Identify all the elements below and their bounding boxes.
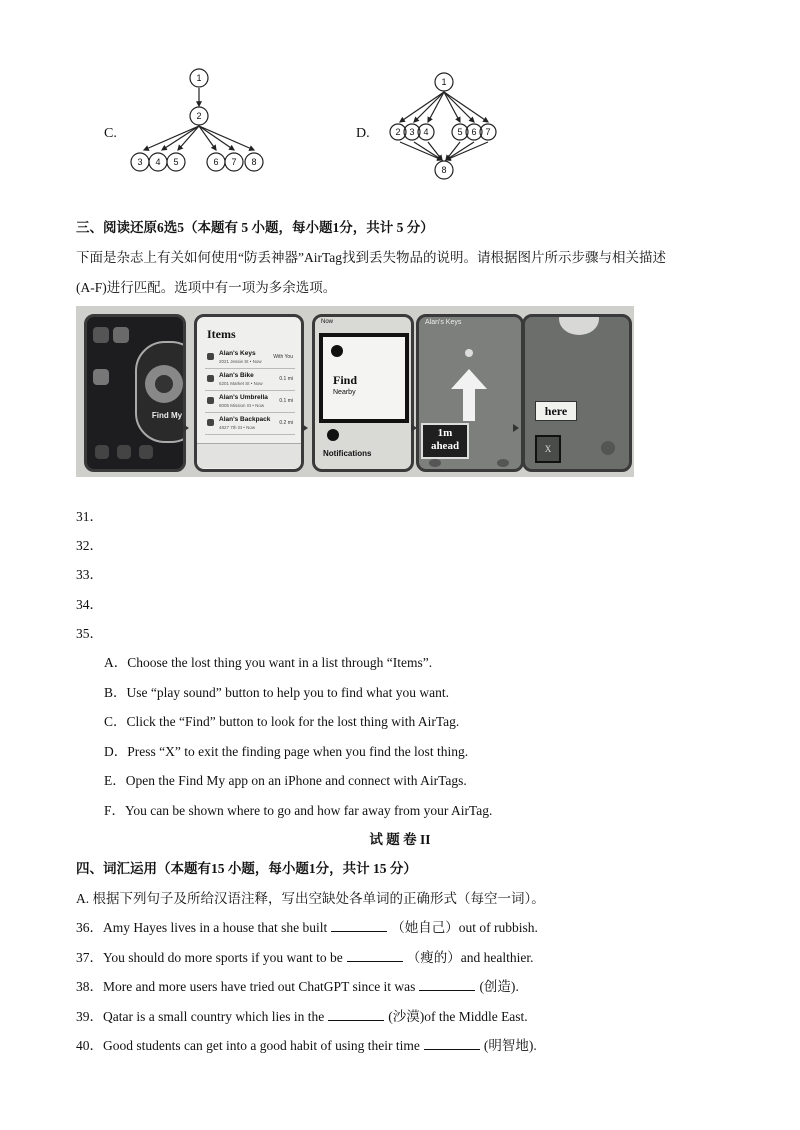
answer-blank[interactable] [424,1037,480,1050]
paper2-title: 试 题 卷 II [369,832,431,847]
d-node-3: 3 [409,127,415,137]
vocab-item-40: 40．Good students can get into a good habit of using their time (明智地). [76,1038,537,1053]
vocab-item-37: 37．You should do more sports if you want to be （瘦的）and healthier. [76,950,534,965]
option-e: E．Open the Find My app on an iPhone and connect with AirTags. [104,773,467,788]
list-item: Alan's Keys 2021 Jessie St • Now With You [205,349,295,369]
step-arrow [513,424,519,432]
d-node-5: 5 [457,127,463,137]
c-node-1: 1 [196,73,202,83]
notifications-label: Notifications [323,449,372,458]
question-31: 31． [76,509,103,524]
question-34: 34． [76,597,103,612]
option-d-label: D. [356,126,370,141]
airtag-steps-photo [76,306,634,477]
d-node-6: 6 [471,127,477,137]
find-my-app-label: Find My [151,411,183,420]
section4-instruction: A. 根据下列句子及所给汉语注释，写出空缺处各单词的正确形式（每空一词）。 [76,891,545,906]
option-f: F．You can be shown where to go and how far away from your AirTag. [104,803,493,818]
d-node-2: 2 [395,127,401,137]
question-32: 32． [76,538,103,553]
option-b: B．Use “play sound” button to help you to find what you want. [104,685,449,700]
find-button [319,333,409,423]
step-panel-here [522,314,632,472]
answer-blank[interactable] [419,978,475,991]
distance-ahead: ahead [430,440,460,452]
option-c: C．Click the “Find” button to look for the lost thing with AirTag. [104,714,460,729]
nearby-label: Nearby [333,389,356,396]
option-d-diagram [382,66,508,188]
option-a: A．Choose the lost thing you want in a list through “Items”. [104,655,433,670]
c-node-8: 8 [251,157,257,167]
up-arrow-icon [449,367,489,423]
step-panel-direction: Alan's Keys 1m ahead [416,314,524,472]
d-node-7: 7 [485,127,491,137]
question-33: 33． [76,567,103,582]
list-item: Alan's Umbrella 8005 Mission St • Now 0.1 mi [205,393,295,413]
d-node-8: 8 [441,165,447,175]
option-c-label: C. [104,126,117,141]
c-node-2: 2 [196,111,202,121]
step-arrow [302,424,308,432]
exit-x-button: X [535,435,561,463]
d-node-4: 4 [423,127,429,137]
section3-intro-line1: 下面是杂志上有关如何使用“防丢神器”AirTag找到丢失物品的说明。请根据图片所示步骤与相关描述 [76,250,667,265]
option-c-diagram [120,60,280,182]
step-panel-items [194,314,304,472]
section3-intro-line2: (A-F)进行匹配。选项中有一项为多余选项。 [76,280,337,295]
c-node-5: 5 [173,157,179,167]
here-label: here [535,401,577,421]
vocab-item-39: 39．Qatar is a small country which lies in the (沙漠)of the Middle East. [76,1009,528,1024]
c-node-4: 4 [155,157,161,167]
vocab-item-38: 38．More and more users have tried out ChatGPT since it was (创造). [76,979,519,994]
list-item: Alan's Backpack 4827 7th St • Now 0.2 mi [205,415,295,435]
c-node-6: 6 [213,157,219,167]
answer-blank[interactable] [347,949,403,962]
step-panel-home [84,314,186,472]
step-arrow [183,424,189,432]
answer-blank[interactable] [328,1008,384,1021]
step-panel-find: Now Find Nearby Notifications [312,314,414,472]
d-node-1: 1 [441,77,447,87]
distance-1m: 1m [437,427,453,439]
items-title: Items [207,327,236,341]
section4-heading: 四、词汇运用（本题有15 小题，每小题1分，共计 15 分） [76,861,417,876]
vocab-item-36: 36．Amy Hayes lives in a house that she built （她自己）out of rubbish. [76,920,538,935]
c-node-3: 3 [137,157,143,167]
section3-heading: 三、阅读还原6选5（本题有 5 小题，每小题1分，共计 5 分） [76,220,434,235]
option-d: D．Press “X” to exit the finding page when you find the lost thing. [104,744,469,759]
c-node-7: 7 [231,157,237,167]
question-35: 35． [76,626,103,641]
answer-blank[interactable] [331,919,387,932]
find-label: Find [333,373,358,387]
play-sound-icon [601,441,615,455]
list-item: Alan's Bike 6201 Market St • Now 0.1 mi [205,371,295,391]
